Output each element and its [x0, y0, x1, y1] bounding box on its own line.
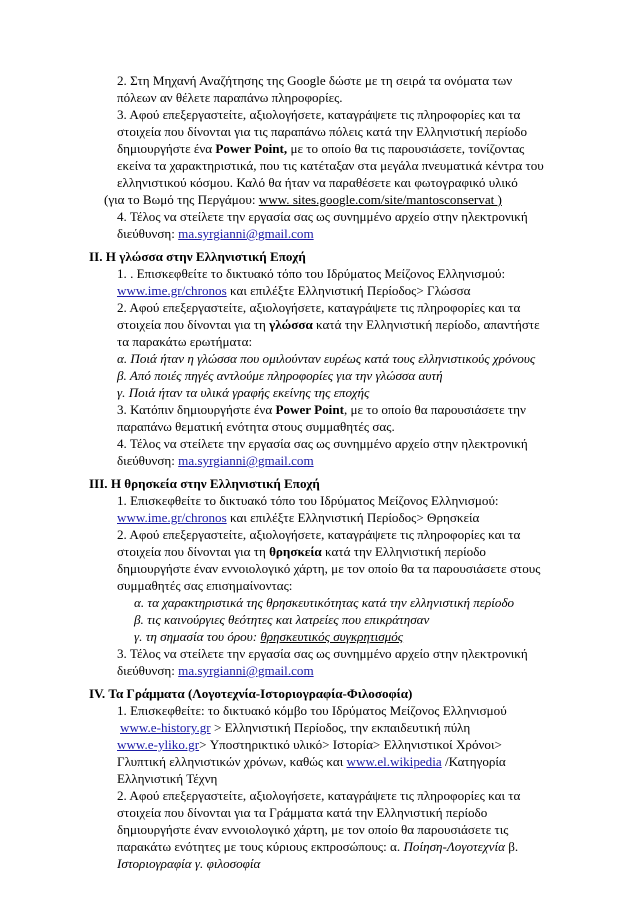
text-line: 2. Αφού επεξεργαστείτε, αξιολογήσετε, καταγράψετε τις πληροφορίες και τα — [117, 527, 521, 542]
text-line: 4. Τέλος να στείλετε την εργασία σας ως συνημμένο αρχείο στην ηλεκτρονική — [117, 209, 528, 224]
text-line: 3. Αφού επεξεργαστείτε, αξιολογήσετε, καταγράψετε τις πληροφορίες και τα — [117, 107, 521, 122]
text-line: 1. . Επισκεφθείτε το δικτυακό τόπο του Ιδρύματος Μείζονος Ελληνισμού: — [117, 266, 506, 281]
text-line: στοιχεία που δίνονται για τη γλώσσα κατά την Ελληνιστική περίοδο, απαντήστε — [117, 317, 540, 332]
eyliko-link[interactable]: www.e-yliko.gr — [117, 737, 200, 752]
text-line: εκείνα τα χαρακτηριστικά, που τις κατέταξαν στα μεγάλα πνευματικά κέντρα του — [117, 158, 544, 173]
email-link[interactable]: ma.syrgianni@gmail.com — [178, 663, 314, 678]
text-line: παρακάτω ενότητες με τους κύριους εκπροσώπους: α. Ποίηση-Λογοτεχνία β. — [117, 839, 519, 854]
list-item: γ. τη σημασία του όρου: θρησκευτικός συγκρητισμός — [134, 629, 404, 644]
section-heading: ΙΙΙ. Η θρησκεία στην Ελληνιστική Εποχή — [89, 476, 320, 491]
text-line: στοιχεία που δίνονται για τη θρησκεία κατά την Ελληνιστική περίοδο — [117, 544, 486, 559]
text-line: Ελληνιστική Τέχνη — [117, 771, 218, 786]
wikipedia-link[interactable]: www.el.wikipedia — [346, 754, 442, 769]
text-line: διεύθυνση: ma.syrgianni@gmail.com — [117, 663, 314, 678]
text-line: 1. Επισκεφθείτε το δικτυακό τόπο του Ιδρύματος Μείζονος Ελληνισμού: — [117, 493, 499, 508]
text-line: 1. Επισκεφθείτε: το δικτυακό κόμβο του Ιδρύματος Μείζονος Ελληνισμού — [117, 703, 507, 718]
ime-link[interactable]: www.ime.gr/chronos — [117, 510, 227, 525]
email-link[interactable]: ma.syrgianni@gmail.com — [178, 226, 314, 241]
ehistory-link[interactable]: www.e-history.gr — [120, 720, 211, 735]
text-line: 2. Στη Μηχανή Αναζήτησης της Google δώστε με τη σειρά τα ονόματα των — [117, 73, 513, 88]
email-link[interactable]: ma.syrgianni@gmail.com — [178, 453, 314, 468]
text-line: www.ime.gr/chronos και επιλέξτε Ελληνιστική Περίοδος> Γλώσσα — [117, 283, 471, 298]
section-heading: ΙV. Τα Γράμματα (Λογοτεχνία-Ιστοριογραφία-Φιλοσοφία) — [89, 686, 413, 701]
text-line: στοιχεία που δίνονται για τα Γράμματα κατά την Ελληνιστική περίοδο — [117, 805, 488, 820]
text-line: πόλεων αν θέλετε παραπάνω πληροφορίες. — [117, 90, 343, 105]
text-line: 2. Αφού επεξεργαστείτε, αξιολογήσετε, καταγράψετε τις πληροφορίες και τα — [117, 788, 521, 803]
text-line: διεύθυνση: ma.syrgianni@gmail.com — [117, 453, 314, 468]
text-line: δημιουργήστε έναν εννοιολογικό χάρτη, με τον οποίο θα παρουσιάσετε τις — [117, 822, 509, 837]
section-heading: ΙΙ. Η γλώσσα στην Ελληνιστική Εποχή — [89, 249, 306, 264]
text-line: 2. Αφού επεξεργαστείτε, αξιολογήσετε, καταγράψετε τις πληροφορίες και τα — [117, 300, 521, 315]
text-line: 3. Τέλος να στείλετε την εργασία σας ως συνημμένο αρχείο στην ηλεκτρονική — [117, 646, 528, 661]
text-line: διεύθυνση: ma.syrgianni@gmail.com — [117, 226, 314, 241]
text-line: δημιουργήστε ένα Power Point, με το οποίο θα τις παρουσιάσετε, τονίζοντας — [117, 141, 525, 156]
list-item: β. τις καινούργιες θεότητες και λατρείες που επικράτησαν — [134, 612, 430, 627]
question-line: α. Ποιά ήταν η γλώσσα που ομιλούνταν ευρέως κατά τους ελληνιστικούς χρόνους — [117, 351, 536, 366]
text-line: (για το Βωμό της Περγάμου: www. sites.google.com/site/mantosconservat ) — [104, 192, 502, 207]
text-line: 4. Τέλος να στείλετε την εργασία σας ως συνημμένο αρχείο στην ηλεκτρονική — [117, 436, 528, 451]
text-line: ελληνιστικού κόσμου. Καλό θα ήταν να παραθέσετε και φωτογραφικό υλικό — [117, 175, 518, 190]
text-line: δημιουργήστε έναν εννοιολογικό χάρτη, με τον οποίο θα τα παρουσιάσετε στους — [117, 561, 541, 576]
text-line: Γλυπτική ελληνιστικών χρόνων, καθώς και www.el.wikipedia /Κατηγορία — [117, 754, 506, 769]
text-line: στοιχεία που δίνονται για τις παραπάνω πόλεις κατά την Ελληνιστική περίοδο — [117, 124, 527, 139]
ime-link[interactable]: www.ime.gr/chronos — [117, 283, 227, 298]
text-line: τα παρακάτω ερωτήματα: — [117, 334, 253, 349]
text-line: www.e-yliko.gr> Υποστηρικτικό υλικό> Ιστορία> Ελληνιστικοί Χρόνοι> — [117, 737, 502, 752]
list-item: α. τα χαρακτηριστικά της θρησκευτικότητας κατά την ελληνιστική περίοδο — [134, 595, 515, 610]
text-line: www.ime.gr/chronos και επιλέξτε Ελληνιστική Περίοδος> Θρησκεία — [117, 510, 480, 525]
pergamon-link[interactable]: www. sites.google.com/site/mantosconservat ) — [258, 192, 502, 207]
text-line: 3. Κατόπιν δημιουργήστε ένα Power Point, με το οποίο θα παρουσιάσετε την — [117, 402, 526, 417]
question-line: β. Από ποιές πηγές αντλούμε πληροφορίες για την γλώσσα αυτή — [117, 368, 443, 383]
text-line: Ιστοριογραφία γ. φιλοσοφία — [117, 856, 261, 871]
text-line: www.e-history.gr > Ελληνιστική Περίοδος, την εκπαιδευτική πύλη — [120, 720, 471, 735]
text-line: συμμαθητές σας επισημαίνοντας: — [117, 578, 293, 593]
question-line: γ. Ποιά ήταν τα υλικά γραφής εκείνης της εποχής — [117, 385, 370, 400]
text-line: παραπάνω θεματική ενότητα στους συμμαθητές σας. — [117, 419, 395, 434]
